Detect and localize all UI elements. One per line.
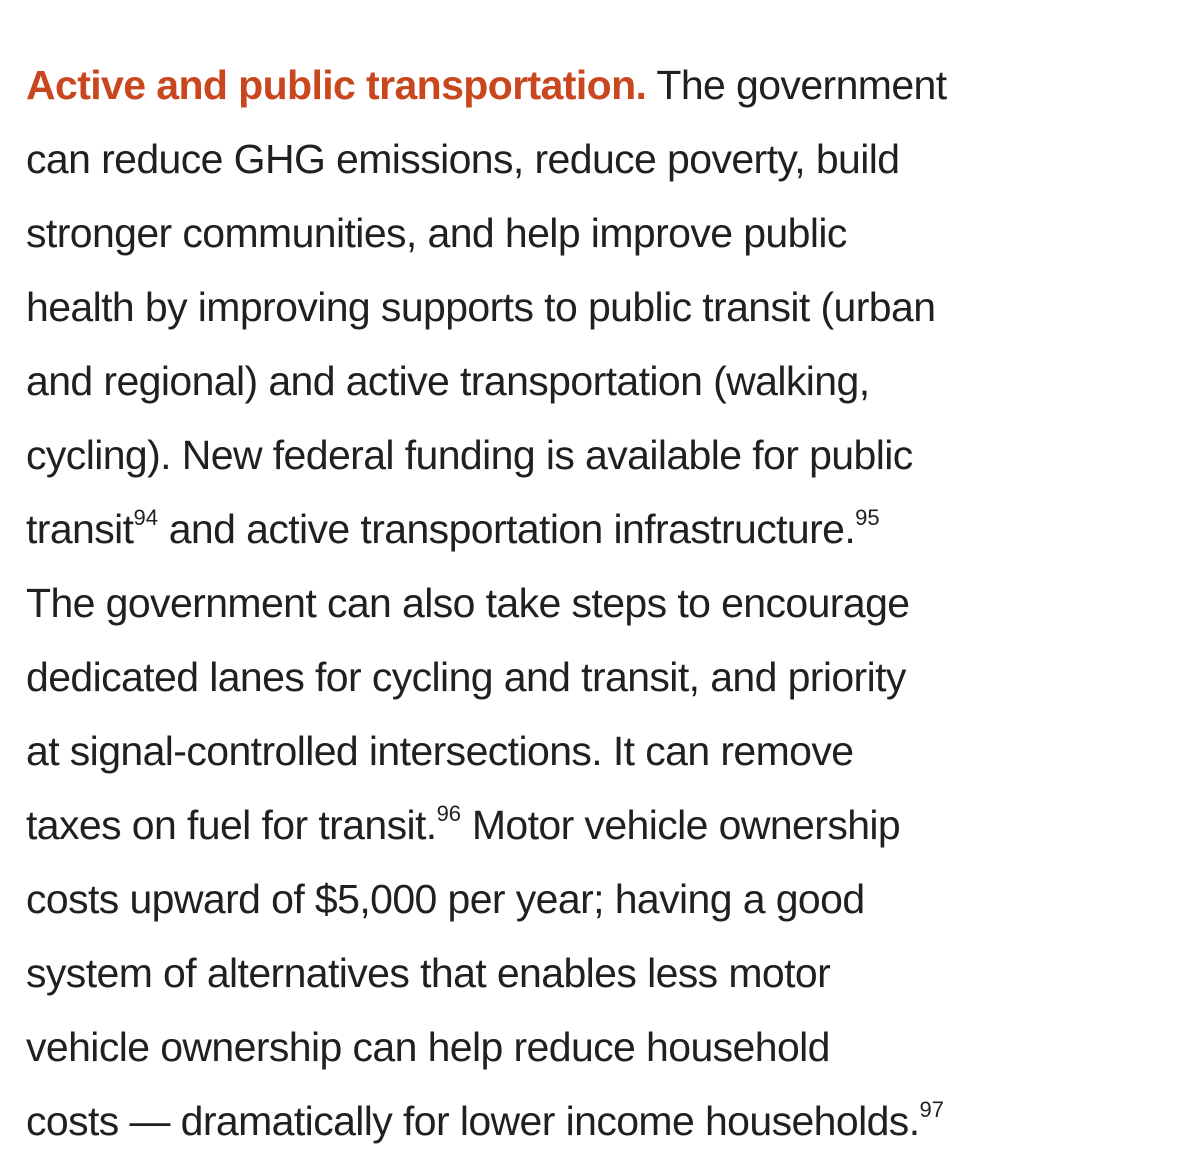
paragraph-line-8: The government can also take steps to encourage: [26, 580, 910, 626]
line-text: taxes on fuel for transit.: [26, 802, 437, 848]
paragraph-line-13: system of alternatives that enables less motor: [26, 950, 831, 996]
paragraph-line-2: can reduce GHG emissions, reduce poverty, build: [26, 136, 900, 182]
line-text: costs — dramatically for lower income households.: [26, 1098, 920, 1144]
line-text: transit: [26, 506, 134, 552]
paragraph-line-10: at signal-controlled intersections. It can remove: [26, 728, 854, 774]
paragraph-line-1: [26, 48, 1200, 122]
footnote-ref: 94: [133, 505, 158, 530]
footnote-ref: 97: [919, 1097, 944, 1122]
footnote-ref: 96: [436, 801, 462, 826]
paragraph-line-7: [26, 492, 1200, 566]
paragraph-line-11: [26, 788, 1200, 862]
line-text: and active transportation infrastructure.: [157, 506, 856, 552]
footnote-ref: 95: [855, 505, 880, 530]
paragraph-line-6: cycling). New federal funding is available for public: [26, 432, 913, 478]
paragraph-line-4: health by improving supports to public transit (urban: [26, 284, 936, 330]
paragraph-line-3: stronger communities, and help improve public: [26, 210, 847, 256]
paragraph-line-9: dedicated lanes for cycling and transit, and priority: [26, 654, 906, 700]
paragraph-line-12: costs upward of $5,000 per year; having a good: [26, 876, 865, 922]
paragraph-line-5: and regional) and active transportation (walking,: [26, 358, 870, 404]
paragraph-line-15: [26, 1084, 1200, 1158]
body-paragraph: [26, 48, 1200, 1158]
line-text: The government: [646, 62, 947, 108]
line-text: Motor vehicle ownership: [461, 802, 901, 848]
section-heading: Active and public transportation.: [26, 62, 647, 108]
paragraph-line-14: vehicle ownership can help reduce household: [26, 1024, 830, 1070]
